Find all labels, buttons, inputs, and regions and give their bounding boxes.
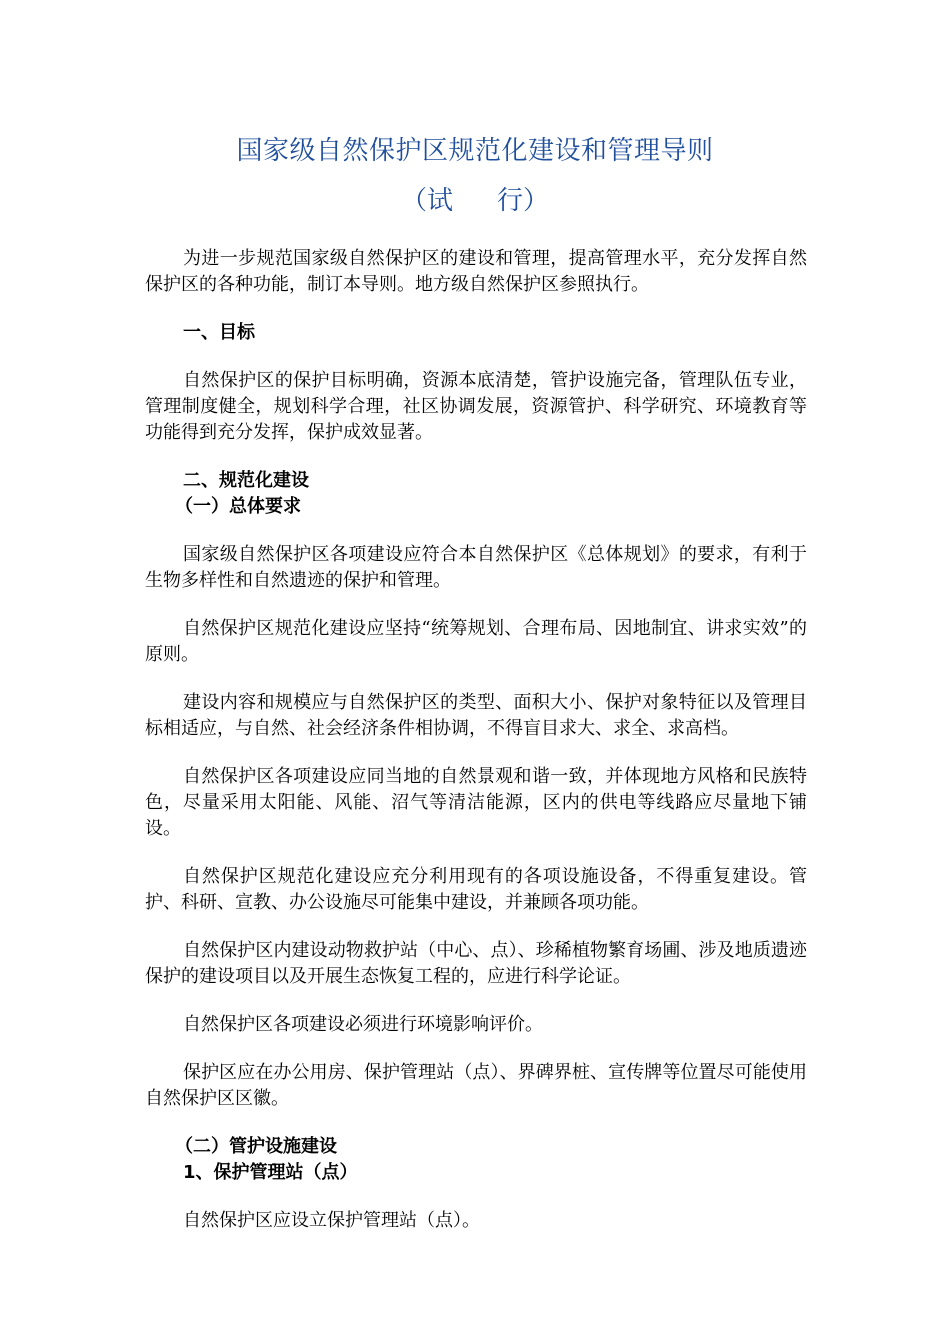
general-paragraph-3: 建设内容和规模应与自然保护区的类型、面积大小、保护对象特征以及管理目标相适应，与自然、社会经济条件相协调，不得盲目求大、求全、求高档。 xyxy=(145,692,807,739)
goals-paragraph: 自然保护区的保护目标明确，资源本底清楚，管护设施完备，管理队伍专业，管理制度健全，规划科学合理，社区协调发展，资源管护、科学研究、环境教育等功能得到充分发挥，保护成效显著。 xyxy=(145,370,807,443)
general-paragraph-2: 自然保护区规范化建设应坚持“统筹规划、合理布局、因地制宜、讲求实效”的原则。 xyxy=(145,618,807,665)
section-heading-goals: 一、目标 xyxy=(183,322,255,343)
general-paragraph-8: 保护区应在办公用房、保护管理站（点）、界碑界桩、宣传牌等位置尽可能使用自然保护区区徽。 xyxy=(145,1062,807,1109)
stations-paragraph: 自然保护区应设立保护管理站（点）。 xyxy=(183,1210,480,1231)
section-heading-construction: 二、规范化建设 xyxy=(183,470,309,491)
subtitle-left: （试 xyxy=(400,186,453,216)
general-paragraph-4: 自然保护区各项建设应同当地的自然景观和谐一致，并体现地方风格和民族特色，尽量采用太阳能、风能、沼气等清洁能源，区内的供电等线路应尽量地下铺设。 xyxy=(145,766,807,839)
general-paragraph-5: 自然保护区规范化建设应充分利用现有的各项设施设备，不得重复建设。管护、科研、宣教、办公设施尽可能集中建设，并兼顾各项功能。 xyxy=(145,866,807,913)
item-heading-stations: 1、保护管理站（点） xyxy=(183,1162,358,1183)
general-paragraph-1: 国家级自然保护区各项建设应符合本自然保护区《总体规划》的要求，有利于生物多样性和自然遗迹的保护和管理。 xyxy=(145,544,807,591)
document-subtitle xyxy=(0,183,950,219)
document-title: 国家级自然保护区规范化建设和管理导则 xyxy=(236,136,714,166)
general-paragraph-7: 自然保护区各项建设必须进行环境影响评价。 xyxy=(183,1014,543,1035)
subsection-heading-facilities: （二）管护设施建设 xyxy=(175,1136,337,1157)
subsection-heading-general: （一）总体要求 xyxy=(175,496,301,517)
subtitle-right: 行） xyxy=(497,186,550,216)
general-paragraph-6: 自然保护区内建设动物救护站（中心、点）、珍稀植物繁育场圃、涉及地质遗迹保护的建设项目以及开展生态恢复工程的，应进行科学论证。 xyxy=(145,940,807,987)
document-body xyxy=(145,246,807,1256)
intro-paragraph: 为进一步规范国家级自然保护区的建设和管理，提高管理水平，充分发挥自然保护区的各种功能，制订本导则。地方级自然保护区参照执行。 xyxy=(145,248,807,295)
